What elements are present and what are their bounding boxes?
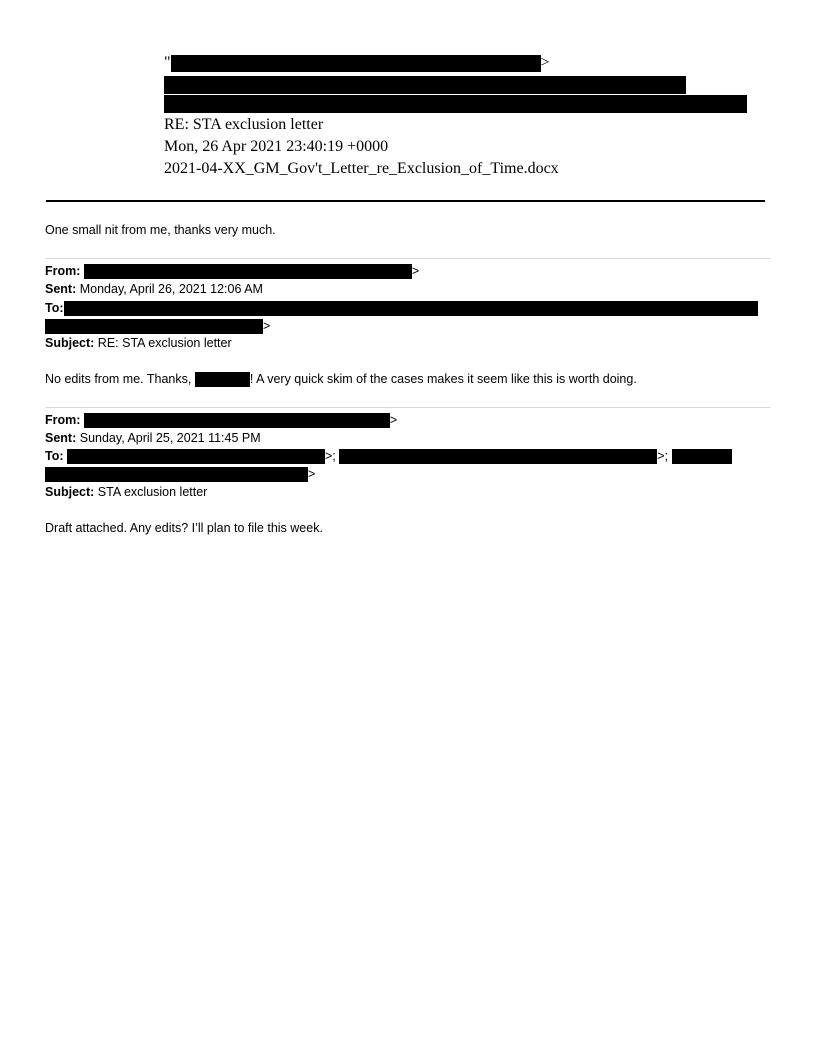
email3-subject-row (45, 483, 207, 501)
redaction-block (84, 264, 412, 279)
redaction-block (171, 55, 541, 72)
top-message: One small nit from me, thanks very much. (45, 223, 276, 237)
redaction-block (45, 319, 263, 334)
email3-to-sep1: >; (325, 449, 336, 463)
header-date-value: Mon, 26 Apr 2021 23:40:19 +0000 (164, 138, 389, 155)
email2-to-row-2 (45, 317, 270, 335)
email3-body: Draft attached. Any edits? I’ll plan to file this week. (45, 521, 323, 535)
email3-to-sep2: >; (657, 449, 669, 463)
header-from-value (164, 52, 550, 74)
header-from-bracket: > (540, 54, 550, 71)
header-from-quote: " (164, 54, 171, 71)
redaction-block (67, 449, 325, 464)
email3-sent-label: Sent: (45, 431, 77, 445)
email2-body-part1: No edits from me. Thanks, (45, 372, 192, 386)
email2-from-row (45, 262, 419, 280)
email3-sent-row (45, 429, 261, 447)
email3-from-bracket: > (389, 413, 398, 427)
email3-subject-value: STA exclusion letter (97, 485, 208, 499)
email3-to-row (45, 447, 732, 465)
email3-from-label: From: (45, 413, 81, 427)
email2-sent-value: Monday, April 26, 2021 12:06 AM (79, 282, 263, 296)
email2-body-part2: ! A very quick skim of the cases makes it seem like this is worth doing. (249, 372, 637, 386)
header-divider (46, 200, 765, 202)
email2-sent-row (45, 280, 263, 298)
header-attachments-value: 2021-04-XX_GM_Gov't_Letter_re_Exclusion_of_Time.docx (164, 160, 559, 177)
email3-sent-value: Sunday, April 25, 2021 11:45 PM (79, 431, 261, 445)
redaction-block (672, 449, 732, 464)
email2-to-bracket: > (263, 319, 271, 333)
email2-to-label: To: (45, 301, 64, 315)
email2-to-row (45, 299, 758, 317)
redaction-block (64, 301, 758, 316)
redaction-block (164, 95, 747, 113)
redaction-block (195, 372, 250, 387)
header-to-value-2 (164, 93, 747, 115)
divider (45, 258, 771, 259)
email3-to-row-2 (45, 465, 315, 483)
divider (45, 407, 771, 408)
email2-subject-label: Subject: (45, 336, 95, 350)
redaction-block (45, 467, 308, 482)
email2-sent-label: Sent: (45, 282, 77, 296)
email2-subject-row (45, 334, 232, 352)
email2-from-label: From: (45, 264, 81, 278)
email2-body (45, 370, 637, 388)
header-subject-value: RE: STA exclusion letter (164, 116, 324, 133)
email3-subject-label: Subject: (45, 485, 95, 499)
email3-to-label: To: (45, 449, 64, 463)
redaction-block (84, 413, 390, 428)
redaction-block (164, 76, 686, 94)
email3-to-bracket: > (308, 467, 316, 481)
email3-from-row (45, 411, 397, 429)
email2-subject-value: RE: STA exclusion letter (97, 336, 232, 350)
redaction-block (339, 449, 657, 464)
email2-from-bracket: > (411, 264, 420, 278)
